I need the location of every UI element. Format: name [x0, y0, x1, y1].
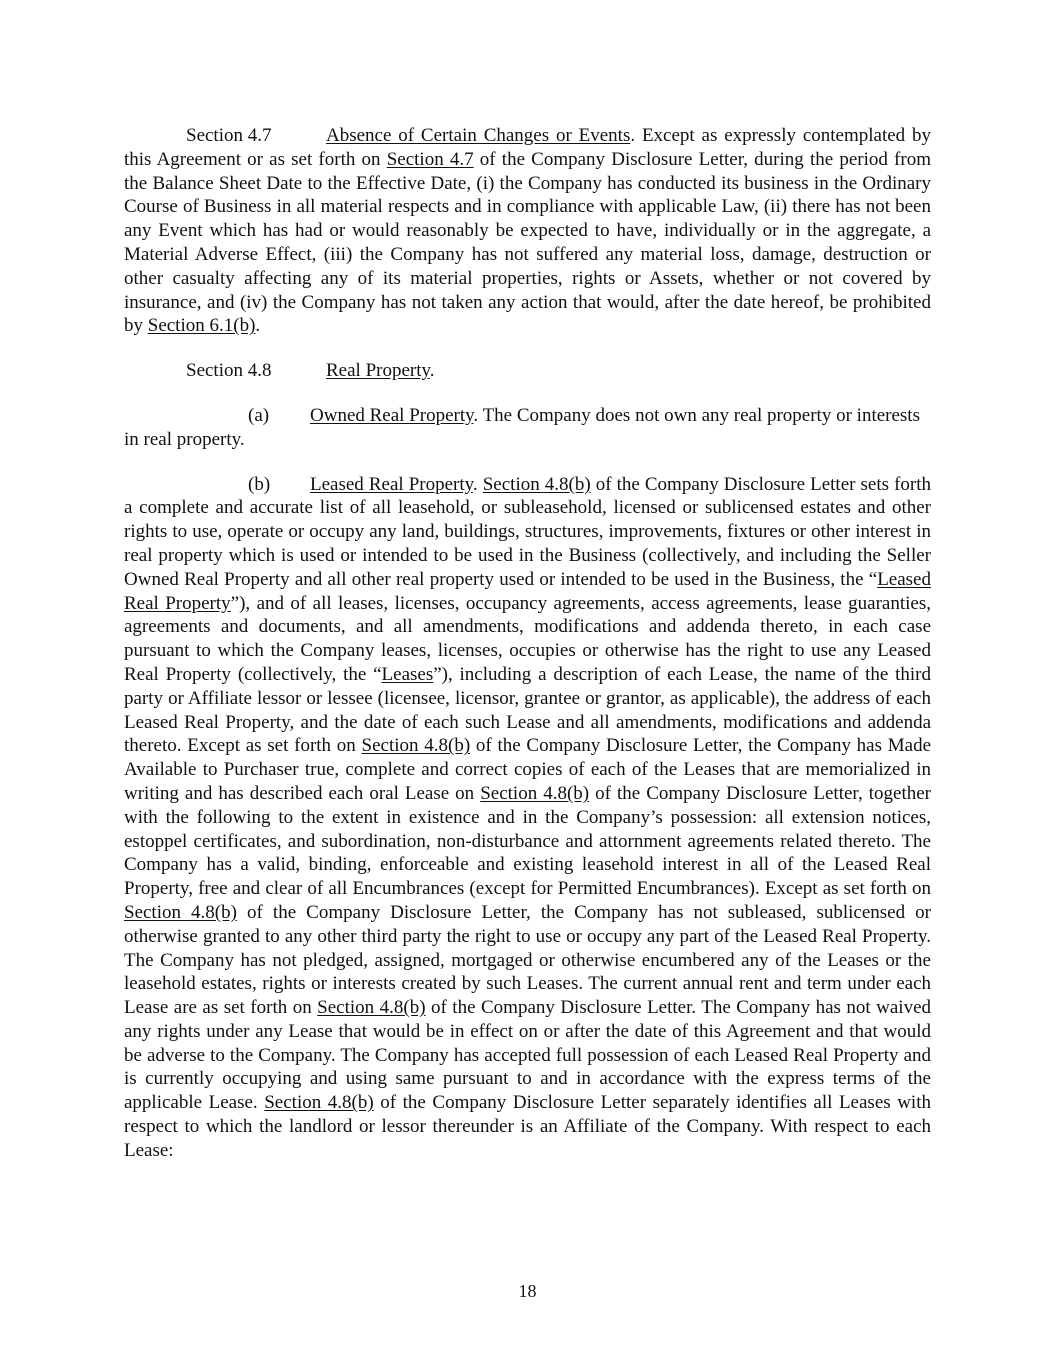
leases-definition: Leases	[381, 663, 434, 685]
section-4-8-heading	[124, 359, 931, 383]
section-4-7-reference: Section 4.7	[386, 148, 474, 170]
subsection-b-text-3: ”), and of all leases, licenses, occupancy agreements, access agreements, lease guaranties, agreements and documents, and all amendments, modifications and addenda thereto, in each case pursuant to which the Company leases, licenses, occupies or otherwise has the right to use any Leased Real Property (collectively, the “	[124, 592, 931, 685]
subsection-b-title: Leased Real Property	[310, 473, 473, 495]
section-4-7-text-3: .	[255, 315, 261, 337]
subsection-a-label: (a)	[248, 404, 270, 426]
section-4-7-text-2: of the Company Disclosure Letter, during the period from the Balance Sheet Date to the Effective Date, (i) the Company has conducted its business in the Ordinary Course of Business in all material respects and in compliance with applicable Law, (ii) there has not been any Event which has had or would reasonably be expected to have, individually or in the aggregate, a Material Adverse Effect, (iii) the Company has not suffered any material loss, damage, destruction or other casualty affecting any of its material properties, rights or Assets, whether or not covered by insurance, and (iv) the Company has not taken any action that would, after the date hereof, be prohibited by	[124, 148, 931, 337]
leased-real-property-definition: Leased Real Property	[124, 568, 931, 614]
subsection-b-text-1: .	[472, 473, 483, 495]
subsection-b-paragraph	[124, 473, 931, 1163]
subsection-b-text-8: of the Company Disclosure Letter. The Company has not waived any rights under any Lease that would be in effect on or after the date of this Agreement and that would be adverse to the Company. The Company has accepted full possession of each Leased Real Property and is currently occupying and using same pursuant to and in accordance with the express terms of the applicable Lease.	[124, 997, 932, 1114]
document-page	[124, 124, 931, 1163]
subsection-b-text-4: ”), including a description of each Lease, the name of the third party or Affiliate lessor or lessee (licensee, licensor, grantee or grantor, as applicable), the address of each Leased Real Property, and the date of each such Lease and all amendments, modifications and addenda thereto. Except as set forth on	[124, 663, 932, 757]
page-number: 18	[518, 1281, 537, 1301]
section-4-8b-reference-3: Section 4.8(b)	[480, 782, 590, 804]
subsection-b-text-9: of the Company Disclosure Letter separately identifies all Leases with respect to which the landlord or lessor thereunder is an Affiliate of the Company. With respect to each Lease:	[124, 1092, 931, 1161]
section-4-7-paragraph	[124, 124, 931, 338]
section-4-7-number: Section 4.7	[186, 125, 272, 146]
subsection-a-title: Owned Real Property	[310, 404, 474, 426]
section-4-8-number: Section 4.8	[186, 360, 272, 382]
section-4-8b-reference-1: Section 4.8(b)	[482, 473, 591, 495]
subsection-b-text-7: of the Company Disclosure Letter, the Company has not subleased, sublicensed or otherwise granted to any other third party the right to use or occupy any part of the Leased Real Property. The Company has not pledged, assigned, mortgaged or otherwise encumbered any of the Leases or the leasehold estates, rights or interests created by such Leases. The current annual rent and term under each Lease are as set forth on	[124, 901, 931, 1019]
subsection-b-label: (b)	[248, 473, 271, 495]
section-4-8b-reference-5: Section 4.8(b)	[317, 997, 426, 1019]
section-4-7-text-1: . Except as expressly contemplated by this Agreement or as set forth on	[124, 125, 932, 170]
section-4-8-period: .	[429, 360, 435, 382]
subsection-a-text: . The Company does not own any real property or interests in real property.	[124, 404, 920, 450]
section-4-8b-reference-4: Section 4.8(b)	[124, 901, 237, 923]
section-4-8b-reference-6: Section 4.8(b)	[264, 1092, 374, 1114]
subsection-b-text-5: of the Company Disclosure Letter, the Company has Made Available to Purchaser true, complete and correct copies of each of the Leases that are memorialized in writing and has described each oral Lease on	[124, 735, 931, 804]
section-4-7-title: Absence of Certain Changes or Events	[326, 125, 631, 146]
subsection-b-text-2: of the Company Disclosure Letter sets forth a complete and accurate list of all leasehold, or subleasehold, licensed or sublicensed estates and other rights to use, operate or occupy any land, buildings, structures, improvements, fixtures or other interest in real property which is used or intended to be used in the Business (collectively, and including the Seller Owned Real Property and all other real property used or intended to be used in the Business, the “	[124, 473, 931, 590]
section-6-1b-reference: Section 6.1(b)	[147, 315, 256, 337]
section-4-8b-reference-2: Section 4.8(b)	[361, 735, 471, 757]
subsection-b-text-6: of the Company Disclosure Letter, together with the following to the extent in existence and in the Company’s possession: all extension notices, estoppel certificates, and subordination, non-disturbance and attornment agreements related thereto. The Company has a valid, binding, enforceable and existing leasehold interest in all of the Leased Real Property, free and clear of all Encumbrances (except for Permitted Encumbrances). Except as set forth on	[124, 782, 931, 900]
subsection-a-paragraph	[124, 404, 931, 452]
section-4-8-title: Real Property	[326, 360, 430, 382]
